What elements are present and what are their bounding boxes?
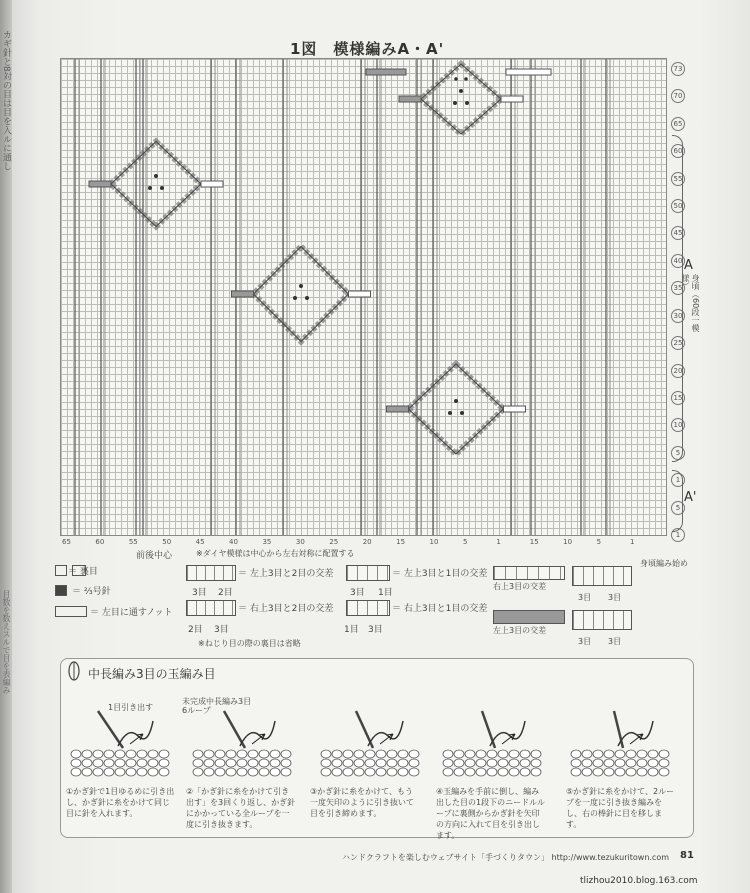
fabric-loop xyxy=(593,768,603,776)
fabric-loop xyxy=(259,750,269,758)
row-number: 73 xyxy=(671,62,685,76)
row-number: 35 xyxy=(671,281,685,295)
fabric-loop xyxy=(615,759,625,767)
brace-a-prime xyxy=(672,470,683,532)
fabric-loop xyxy=(281,768,291,776)
row-number: 25 xyxy=(671,336,685,350)
fabric-loop xyxy=(387,768,397,776)
fabric-loop xyxy=(520,759,530,767)
fabric-loop xyxy=(159,759,169,767)
fabric-loop xyxy=(637,759,647,767)
fabric-loop xyxy=(71,750,81,758)
column-number: 10 xyxy=(429,538,439,546)
legend-r32-3: 3目 xyxy=(214,625,229,635)
fabric-loop xyxy=(454,768,464,776)
fabric-loop xyxy=(454,759,464,767)
step-illustration xyxy=(318,706,428,781)
fabric-loop xyxy=(398,750,408,758)
fabric-loop xyxy=(343,759,353,767)
diamond-motif xyxy=(254,247,349,342)
bobble-dot xyxy=(460,411,464,415)
fabric-loop xyxy=(465,768,475,776)
fabric-loop xyxy=(409,759,419,767)
column-number: 30 xyxy=(295,538,305,546)
cross-bar xyxy=(506,69,551,75)
fabric-loop xyxy=(604,768,614,776)
column-number: 50 xyxy=(162,538,172,546)
fabric-loop xyxy=(604,759,614,767)
fabric-loop xyxy=(365,759,375,767)
row-number: 1 xyxy=(671,528,685,542)
legend-r33-3a: 3目 xyxy=(578,593,592,602)
column-number: 40 xyxy=(229,538,238,546)
fabric-loop xyxy=(520,750,530,758)
fabric-loop xyxy=(93,768,103,776)
bobble-dot xyxy=(454,77,458,81)
fabric-loop xyxy=(148,759,158,767)
fabric-loop xyxy=(571,750,581,758)
fabric-loop xyxy=(387,750,397,758)
fabric-loop xyxy=(71,768,81,776)
fabric-loop xyxy=(604,750,614,758)
cross-l31-icon xyxy=(346,565,390,581)
bobble-dot xyxy=(305,296,309,300)
fabric-loop xyxy=(443,750,453,758)
column-number: 15 xyxy=(529,538,539,546)
instruction-title: 中長編み3目の玉編み目 xyxy=(88,667,216,681)
section-label-a-prime: A' xyxy=(684,490,697,505)
fabric-loop xyxy=(321,768,331,776)
fabric-loop xyxy=(343,768,353,776)
step-1-text: ①かぎ針で1目ゆるめに引き出し、かぎ針に糸をかけて同じ目に針を入れます。 xyxy=(66,787,175,818)
cross-r33-diagram-icon xyxy=(572,566,632,586)
fabric-loop xyxy=(454,750,464,758)
fabric-loop xyxy=(487,750,497,758)
step-illustration xyxy=(568,706,678,781)
fabric-loop xyxy=(398,759,408,767)
start-label: 身頃編み始め xyxy=(640,559,688,568)
fabric-loop xyxy=(593,759,603,767)
legend-cross-r33: 右上3目の交差 xyxy=(493,582,547,591)
label-pull-one: 1目引き出す xyxy=(108,703,154,712)
omit-note: ※ねじり目の際の裏目は省略 xyxy=(198,639,301,648)
yarn-strand xyxy=(618,721,653,746)
fabric-loop xyxy=(659,759,669,767)
fabric-loop xyxy=(593,750,603,758)
brace-a xyxy=(672,135,683,462)
fabric-loop xyxy=(648,768,658,776)
purl-symbol-box xyxy=(55,565,67,576)
fabric-loop xyxy=(226,759,236,767)
fabric-loop xyxy=(648,759,658,767)
row-number: 60 xyxy=(671,144,685,158)
row-number: 5 xyxy=(671,501,685,515)
crochet-hook-icon xyxy=(614,711,623,748)
bobble-dot xyxy=(464,77,468,81)
row-number: 20 xyxy=(671,364,685,378)
fabric-loop xyxy=(204,759,214,767)
column-number: 20 xyxy=(362,538,372,546)
legend-l33-3a: 3目 xyxy=(578,637,592,646)
cross-bar xyxy=(387,406,409,412)
legend-l32-3: 3目 xyxy=(192,588,207,598)
fabric-loop xyxy=(159,750,169,758)
fabric-loop xyxy=(148,768,158,776)
column-number: 55 xyxy=(128,538,138,546)
fabric-loop xyxy=(248,768,258,776)
fabric-loop xyxy=(332,750,342,758)
column-number: 1 xyxy=(496,538,501,546)
bobble-dot xyxy=(299,284,303,288)
fabric-loop xyxy=(226,768,236,776)
row-number: 50 xyxy=(671,199,685,213)
legend-r31-1: 1目 xyxy=(344,625,359,635)
row-number: 10 xyxy=(671,418,685,432)
fabric-loop xyxy=(259,768,269,776)
knitting-chart xyxy=(60,58,667,536)
cross-r33-grid-icon xyxy=(493,566,565,580)
fabric-loop xyxy=(626,750,636,758)
column-number: 15 xyxy=(396,538,406,546)
diamond-outline xyxy=(111,142,201,227)
fabric-loop xyxy=(248,759,258,767)
row-number: 1 xyxy=(671,473,685,487)
fabric-loop xyxy=(571,759,581,767)
bobble-dot xyxy=(148,186,152,190)
fabric-loop xyxy=(104,759,114,767)
fabric-loop xyxy=(237,768,247,776)
fabric-loop xyxy=(204,768,214,776)
legend-twist: ＝ ⅔号針 xyxy=(72,587,111,597)
fabric-loop xyxy=(226,750,236,758)
fabric-loop xyxy=(659,768,669,776)
fabric-loop xyxy=(82,750,92,758)
cross-bar xyxy=(399,96,421,102)
row-number: 15 xyxy=(671,391,685,405)
fabric-loop xyxy=(498,768,508,776)
page-number: 81 xyxy=(680,850,694,861)
column-number: 45 xyxy=(195,538,205,546)
spine-text-lower: 目数を数えスルで目を表編み xyxy=(2,590,11,694)
row-number: 5 xyxy=(671,446,685,460)
fabric-loop xyxy=(531,768,541,776)
fabric-loop xyxy=(215,759,225,767)
legend-cross-l32: ＝ 左上3目と2目の交差 xyxy=(238,569,334,579)
fabric-loop xyxy=(137,750,147,758)
fabric-loop xyxy=(443,768,453,776)
fabric-loop xyxy=(365,750,375,758)
fabric-loop xyxy=(443,759,453,767)
fabric-loop xyxy=(626,768,636,776)
row-number: 45 xyxy=(671,226,685,240)
row-number: 40 xyxy=(671,254,685,268)
row-number: 30 xyxy=(671,309,685,323)
column-number: 25 xyxy=(329,538,339,546)
fabric-loop xyxy=(126,759,136,767)
fabric-loop xyxy=(387,759,397,767)
fabric-loop xyxy=(332,768,342,776)
step-illustration xyxy=(68,706,178,781)
bobble-dot xyxy=(453,101,457,105)
fabric-loop xyxy=(626,759,636,767)
cross-r31-icon xyxy=(346,600,390,616)
bobble-dot xyxy=(465,101,469,105)
cross-bar xyxy=(349,291,371,297)
center-label: 前後中心 xyxy=(136,551,173,561)
fabric-loop xyxy=(193,750,203,758)
column-number: 35 xyxy=(262,538,272,546)
fabric-loop xyxy=(215,768,225,776)
legend-l31-3: 3目 xyxy=(350,588,365,598)
section-a-description: 身頃（60段一模様） xyxy=(681,274,700,333)
legend-r33-3b: 3目 xyxy=(608,593,622,602)
bobble-dot xyxy=(448,411,452,415)
fabric-loop xyxy=(193,759,203,767)
fabric-loop xyxy=(531,759,541,767)
crochet-hook-icon xyxy=(482,711,495,748)
legend-l31-1: 1目 xyxy=(378,588,393,598)
fabric-loop xyxy=(270,768,280,776)
fabric-loop xyxy=(82,768,92,776)
fabric-loop xyxy=(476,768,486,776)
fabric-loop xyxy=(321,750,331,758)
fabric-loop xyxy=(281,750,291,758)
fabric-loop xyxy=(270,759,280,767)
fabric-loop xyxy=(137,768,147,776)
fabric-loop xyxy=(582,750,592,758)
footer-text: ハンドクラフトを楽しむウェブサイト「手づくりタウン」 http://www.tezukuritown.com xyxy=(342,853,670,862)
fabric-loop xyxy=(237,750,247,758)
fabric-loop xyxy=(82,759,92,767)
fabric-loop xyxy=(270,750,280,758)
legend-r31-3: 3目 xyxy=(368,625,383,635)
fabric-loop xyxy=(259,759,269,767)
row-number: 55 xyxy=(671,172,685,186)
knot-symbol-icon xyxy=(55,606,87,617)
column-number: 65 xyxy=(62,538,71,546)
fabric-loop xyxy=(137,759,147,767)
legend-r32-2: 2目 xyxy=(188,625,203,635)
fabric-loop xyxy=(204,750,214,758)
spine-text-upper: カギ針と8対の目は目を入ルに通し xyxy=(1,30,11,171)
cross-l32-icon xyxy=(186,565,236,581)
fabric-loop xyxy=(465,759,475,767)
fabric-loop xyxy=(376,750,386,758)
fabric-loop xyxy=(637,750,647,758)
fabric-loop xyxy=(126,750,136,758)
chart-pattern xyxy=(61,59,666,535)
yarn-strand xyxy=(368,721,403,746)
fabric-loop xyxy=(126,768,136,776)
section-label-a: A xyxy=(684,258,693,273)
cross-bar xyxy=(366,69,406,75)
fabric-loop xyxy=(215,750,225,758)
fabric-loop xyxy=(498,759,508,767)
twist-dot-icon xyxy=(55,585,67,596)
fabric-loop xyxy=(115,750,125,758)
fabric-loop xyxy=(637,768,647,776)
yarn-strand xyxy=(490,721,525,746)
fabric-loop xyxy=(148,750,158,758)
fabric-loop xyxy=(93,750,103,758)
cross-bar xyxy=(201,181,223,187)
column-number: 5 xyxy=(596,538,602,546)
fabric-loop xyxy=(115,768,125,776)
fabric-loop xyxy=(509,750,519,758)
cross-r32-icon xyxy=(186,600,236,616)
fabric-loop xyxy=(93,759,103,767)
diamond-outline xyxy=(254,247,349,342)
fabric-loop xyxy=(487,768,497,776)
fabric-loop xyxy=(354,750,364,758)
legend-knot: ＝ 左目に通すノット xyxy=(90,608,173,618)
fabric-loop xyxy=(376,768,386,776)
legend-purl: ＝ 裏目 xyxy=(68,567,98,577)
diamond-motif xyxy=(111,142,201,227)
step-5-text: ⑤かぎ針に糸をかけて、2ループを一度に引き抜き編みをし、右の棒針に目を移します。 xyxy=(566,787,675,829)
fabric-loop xyxy=(115,759,125,767)
yarn-strand xyxy=(240,721,275,746)
bobble-stitch-icon xyxy=(64,660,84,682)
cross-l33-grid-icon xyxy=(493,610,565,624)
yarn-strand xyxy=(118,721,153,746)
row-number: 70 xyxy=(671,89,685,103)
fabric-loop xyxy=(365,768,375,776)
bobble-dot xyxy=(454,399,458,403)
watermark: tlizhou2010.blog.163.com xyxy=(580,876,698,886)
fabric-loop xyxy=(487,759,497,767)
fabric-loop xyxy=(465,750,475,758)
column-number: 1 xyxy=(630,538,635,546)
legend-l33-3b: 3目 xyxy=(608,637,622,646)
bobble-dot xyxy=(293,296,297,300)
fabric-loop xyxy=(476,759,486,767)
diamond-motif xyxy=(409,364,504,454)
fabric-loop xyxy=(571,768,581,776)
fabric-loop xyxy=(582,759,592,767)
fabric-loop xyxy=(237,759,247,767)
fabric-loop xyxy=(281,759,291,767)
column-number: 60 xyxy=(95,538,105,546)
legend-cross-r31: ＝ 右上3目と1目の交差 xyxy=(392,604,488,614)
fabric-loop xyxy=(104,750,114,758)
fabric-loop xyxy=(509,759,519,767)
fabric-loop xyxy=(615,750,625,758)
fabric-loop xyxy=(332,759,342,767)
page-title: 1図 模様編みA・A' xyxy=(290,40,445,58)
fabric-loop xyxy=(354,759,364,767)
cross-l33-diagram-icon xyxy=(572,610,632,630)
step-4-text: ④玉編みを手前に倒し、編み出した目の1段下のニードルループに裏側からかぎ針を矢印の方向に入れて目を引き出します。 xyxy=(436,787,545,840)
fabric-loop xyxy=(409,768,419,776)
fabric-loop xyxy=(376,759,386,767)
legend-cross-r32: ＝ 右上3目と2目の交差 xyxy=(238,604,334,614)
fabric-loop xyxy=(193,768,203,776)
column-number: 5 xyxy=(462,538,468,546)
fabric-loop xyxy=(531,750,541,758)
legend-cross-l31: ＝ 左上3目と1目の交差 xyxy=(392,569,488,579)
cross-bar xyxy=(232,291,254,297)
bobble-dot xyxy=(160,186,164,190)
fabric-loop xyxy=(248,750,258,758)
fabric-loop xyxy=(354,768,364,776)
fabric-loop xyxy=(648,750,658,758)
fabric-loop xyxy=(343,750,353,758)
bobble-dot xyxy=(154,174,158,178)
fabric-loop xyxy=(476,750,486,758)
column-number: 10 xyxy=(563,538,573,546)
fabric-loop xyxy=(498,750,508,758)
fabric-loop xyxy=(409,750,419,758)
fabric-loop xyxy=(582,768,592,776)
label-incomplete: 未完成中長編み3目 6ループ xyxy=(182,697,252,715)
step-illustration xyxy=(190,706,300,781)
legend-cross-l33: 左上3目の交差 xyxy=(493,626,547,635)
diamond-outline xyxy=(409,364,504,454)
fabric-loop xyxy=(509,768,519,776)
cross-bar xyxy=(501,96,523,102)
fabric-loop xyxy=(398,768,408,776)
fabric-loop xyxy=(321,759,331,767)
row-number: 65 xyxy=(671,117,685,131)
legend-l32-2: 2目 xyxy=(218,588,233,598)
symmetric-note: ※ダイヤ模様は中心から左右対称に配置する xyxy=(196,549,355,558)
step-2-text: ②「かぎ針に糸をかけて引き出す」を3回くり返し、かぎ針にかかっている全ループを一度に引き抜きます。 xyxy=(186,787,296,829)
cross-bar xyxy=(504,406,526,412)
fabric-loop xyxy=(520,768,530,776)
cross-bar xyxy=(89,181,111,187)
step-illustration xyxy=(440,706,550,781)
fabric-loop xyxy=(615,768,625,776)
fabric-loop xyxy=(659,750,669,758)
fabric-loop xyxy=(159,768,169,776)
step-3-text: ③かぎ針に糸をかけて、もう一度矢印のように引き抜いて目を引き締めます。 xyxy=(310,787,414,818)
fabric-loop xyxy=(71,759,81,767)
bobble-dot xyxy=(459,89,463,93)
fabric-loop xyxy=(104,768,114,776)
